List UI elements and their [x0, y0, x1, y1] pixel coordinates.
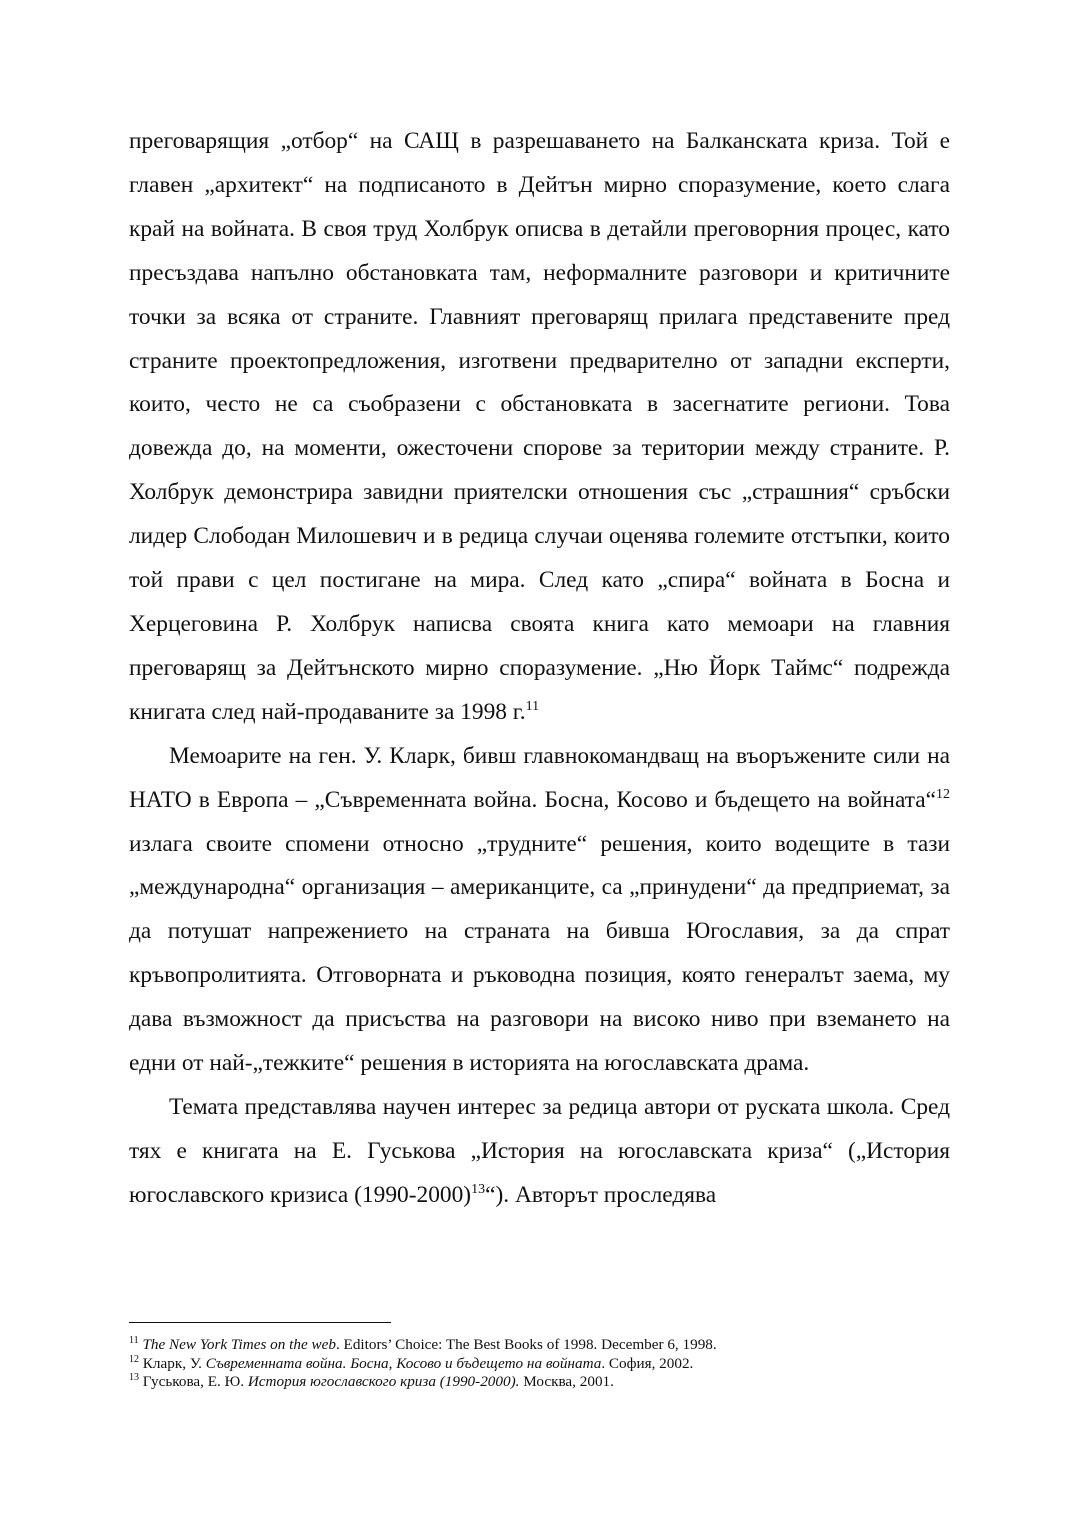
italic-title: The New York Times on the web	[142, 1336, 336, 1353]
text-run: Москва, 2001.	[519, 1373, 614, 1391]
italic-title: Съвременната война. Босна, Косово и бъдещето на войната	[205, 1354, 602, 1372]
text-run: . София, 2002.	[601, 1354, 694, 1372]
text-run: Кларк, У.	[142, 1354, 206, 1372]
footnote-separator	[129, 1322, 391, 1323]
text-run: Мемоарите на ген. У. Кларк, бивш главнокомандващ на въоръжените сили на НАТО в Европа – „Съвременната война. Босна, Косово и бъдещето на войната“	[129, 742, 950, 813]
footnotes	[129, 1336, 950, 1392]
text-run: . Editors’ Choice: The Best Books of 1998. December 6, 1998.	[335, 1336, 717, 1353]
text-run: Гуськова, Е. Ю.	[142, 1373, 248, 1391]
body-text	[129, 120, 950, 1218]
footnote-number: 12	[129, 1353, 139, 1365]
italic-title: История югославского криза (1990-2000).	[247, 1373, 520, 1391]
footnote-ref[interactable]: 11	[525, 698, 540, 714]
paragraph-p2	[129, 735, 950, 1086]
footnote-12	[129, 1355, 950, 1374]
footnote-number: 13	[129, 1372, 139, 1384]
footnote-ref[interactable]: 13	[471, 1181, 486, 1197]
footnote-11	[129, 1336, 950, 1355]
paragraph-p3	[129, 1086, 950, 1218]
text-run: Темата представлява научен интерес за редица автори от руската школа. Сред тях е книгата на Е. Гуськова „История на югославската криза“ („История югославского кризиса (1990-2000)	[129, 1093, 950, 1208]
footnote-13	[129, 1373, 950, 1392]
footnote-ref[interactable]: 12	[936, 786, 950, 802]
footnote-number: 11	[129, 1334, 139, 1346]
text-run: “). Авторът проследява	[485, 1181, 717, 1208]
text-run: излага своите спомени относно „трудните“ решения, които водещите в тази „международна“ организация – американците, са „принудени“ да предприемат, за да потушат напрежението на страната на бивша Югославия, за да спрат кръвопролитията. Отговорната и ръководна позиция, която генералът заема, му дава възможност да присъства на разговори на високо ниво при вземането на едни от най-„тежките“ решения в историята на югославската драма.	[129, 830, 950, 1077]
paragraph-p1	[129, 120, 950, 735]
text-run: преговарящия „отбор“ на САЩ в разрешаването на Балканската криза. Той е главен „архитект“ на подписаното в Дейтън мирно споразумение, което слага край на войната. В своя труд Холбрук описва в детайли преговорния процес, като пресъздава напълно обстановката там, неформалните разговори и критичните точки за всяка от страните. Главният преговарящ прилага представените пред страните проектопредложения, изготвени предварително от западни експерти, които, често не са съобразени с обстановката в засегнатите региони. Това довежда до, на моменти, ожесточени спорове за територии между страните. Р. Холбрук демонстрира завидни приятелски отношения със „страшния“ сръбски лидер Слободан Милошевич и в редица случаи оценява големите отстъпки, които той прави с цел постигане на мира. След като „спира“ войната в Босна и Херцеговина Р. Холбрук написва своята книга като мемоари на главния преговарящ за Дейтънското мирно споразумение. „Ню Йорк Таймс“ подрежда книгата след най-продаваните за 1998 г.	[129, 128, 950, 725]
